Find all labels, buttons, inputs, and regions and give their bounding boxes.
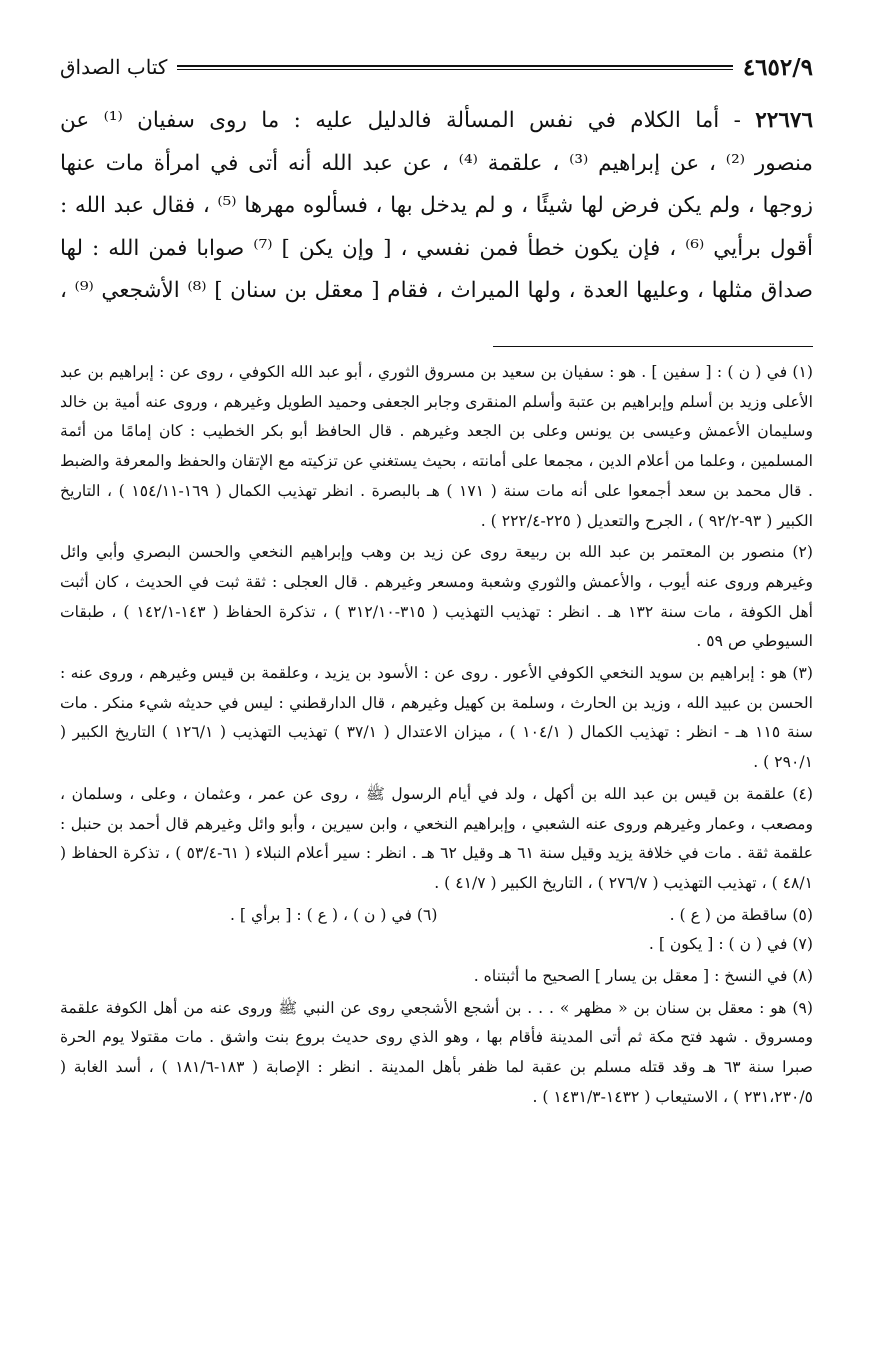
footnotes xyxy=(60,358,813,1115)
main-line: صداق مثلها ، وعليها العدة ، ولها الميراث ، فقام [ معقل بن سنان ] ⁽⁸⁾ الأشجعي ⁽⁹⁾ ، xyxy=(60,278,813,303)
page-number: ٤٦٥٢/٩ xyxy=(742,53,813,81)
footnote-4: (٤) علقمة بن قيس بن عبد الله بن أكهل ، ولد في أيام الرسول ﷺ ، روى عن عمر ، وعثمان ، وعلى ، وسلمان ، ومصعب ، وعمار وغيرهم وروى عنه الشعبي ، وإبراهيم النخعي ، وابن سيرين ، وأبو وائل وغيرهم قال أحمد بن حنبل : علقمة ثقة . مات في خلافة يزيد وقيل سنة ٦١ هـ وقيل ٦٢ هـ . انظر : سير أعلام النبلاء ( ٦١-٥٣/٤ ) ، تذكرة الحفاظ ( ٤٨/١ ) ، تهذيب التهذيب ( ٢٧٦/٧ ) ، التاريخ الكبير ( ٤١/٧ ) . xyxy=(60,784,813,892)
main-text xyxy=(60,100,813,313)
main-line: زوجها ، ولم يكن فرض لها شيئًا ، و لم يدخل بها ، فسألوه مهرها ⁽⁵⁾ ، فقال عبد الله : xyxy=(60,193,814,218)
footnote-5: (٥) ساقطة من ( ع ) . xyxy=(669,905,813,924)
footnote-1: (١) في ( ن ) : [ سفين ] . هو : سفيان بن سعيد بن مسروق الثوري ، أبو عبد الله الكوفي ، روى عن : إبراهيم بن عبد الأعلى وزيد بن أسلم وإبراهيم بن عتبة وأسلم المنقرى وجابر الجعفى وحميد الطويل وغيرهم ، وروى عنه أمية بن خالد وسليمان الأعمش وعيسى بن يونس وعلى بن الجعد وغيرهم . قال الحافظ أبو بكر الخطيب : كان إمامًا من أئمة المسلمين ، وعلما من أعلام الدين ، مجمعا على أمانته ، بحيث يستغني عن تزكيته مع الإتقان والحفظ والمعرفة والضبط . قال محمد بن سعد أجمعوا على أنه مات سنة ( ١٧١ ) هـ بالبصرة . انظر تهذيب الكمال ( ١٦٩-١٥٤/١١ ) ، التاريخ الكبير ( ٩٣-٩٢/٢ ) ، الجرح والتعديل ( ٢٢٥-٢٢٢/٤ ) . xyxy=(60,363,813,530)
footnote-3: (٣) هو : إبراهيم بن سويد النخعي الكوفي الأعور . روى عن : الأسود بن يزيد ، وعلقمة بن قيس وغيرهم ، وروى عنه : الحسن بن عبيد الله ، وزيد بن الحارث ، وسلمة بن كهيل وغيرهم ، قال الدارقطني : ليس في حديثه شيء منكر . مات سنة ١١٥ هـ - انظر : تهذيب الكمال ( ١٠٤/١ ) ، ميزان الاعتدال ( ٣٧/١ ) تهذيب التهذيب ( ١٢٦/١ ) التاريخ الكبير ( ٢٩٠/١ ) . xyxy=(60,664,813,772)
footnote-6: (٦) في ( ن ) ، ( ع ) : [ برأي ] . xyxy=(230,905,438,924)
main-line: أقول برأيي ⁽⁶⁾ ، فإن يكون خطأ فمن نفسي ، [ وإن يكن ] ⁽⁷⁾ صوابا فمن الله : لها xyxy=(60,235,813,261)
footnote-8: (٨) في النسخ : [ معقل بن يسار ] الصحيح ما أثبتناه . xyxy=(473,967,813,986)
book-title: كتاب الصداق xyxy=(60,55,168,79)
main-line: منصور ⁽²⁾ ، عن إبراهيم ⁽³⁾ ، علقمة ⁽⁴⁾ ، عن عبد الله أنه أتى في امرأة مات عنها xyxy=(60,150,813,176)
footnote-2: (٢) منصور بن المعتمر بن عبد الله بن ربيعة روى عن زيد بن وهب وإبراهيم النخعي والحسن البصري وأبي وائل وغيرهم وروى عنه أيوب ، والأعمش والثوري وشعبة ومسعر وغيرهم . قال العجلى : ثقة ثبت في الحديث ، كان أثبت أهل الكوفة ، مات سنة ١٣٢ هـ . انظر : تهذيب التهذيب ( ٣١٥-٣١٢/١٠ ) ، تذكرة الحفاظ ( ١٤٣-١٤٢/١ ) ، طبقات السيوطي ص ٥٩ . xyxy=(60,543,814,651)
hadith-number: ٢٢٦٧٦ xyxy=(755,108,813,133)
footnote-row xyxy=(60,901,813,931)
footnote-separator xyxy=(493,346,813,347)
footnote-9: (٩) هو : معقل بن سنان بن « مظهر » . . . بن أشجع الأشجعي روى عن النبي ﷺ وروى عنه من أهل الكوفة علقمة ومسروق . شهد فتح مكة ثم أتى المدينة فأقام بها ، وهو الذي روى حديث بروع بنت واشق . مات مقتولا يوم الحرة صبرا سنة ٦٣ هـ وقد قتله مسلم بن عقبة لما ظفر بأهل المدينة . انظر : الإصابة ( ١٨٣-١٨١/٦ ) ، أسد الغابة ( ٢٣١،٢٣٠/٥ ) ، الاستيعاب ( ١٤٣٢-١٤٣١/٣ ) . xyxy=(60,998,813,1106)
header-rule xyxy=(177,65,732,70)
page-header xyxy=(60,52,813,82)
main-line: ٢٢٦٧٦ - أما الكلام في نفس المسألة فالدليل عليه : ما روى سفيان ⁽¹⁾ عن xyxy=(60,108,813,133)
footnote-7: (٧) في ( ن ) : [ يكون ] . xyxy=(648,935,813,954)
